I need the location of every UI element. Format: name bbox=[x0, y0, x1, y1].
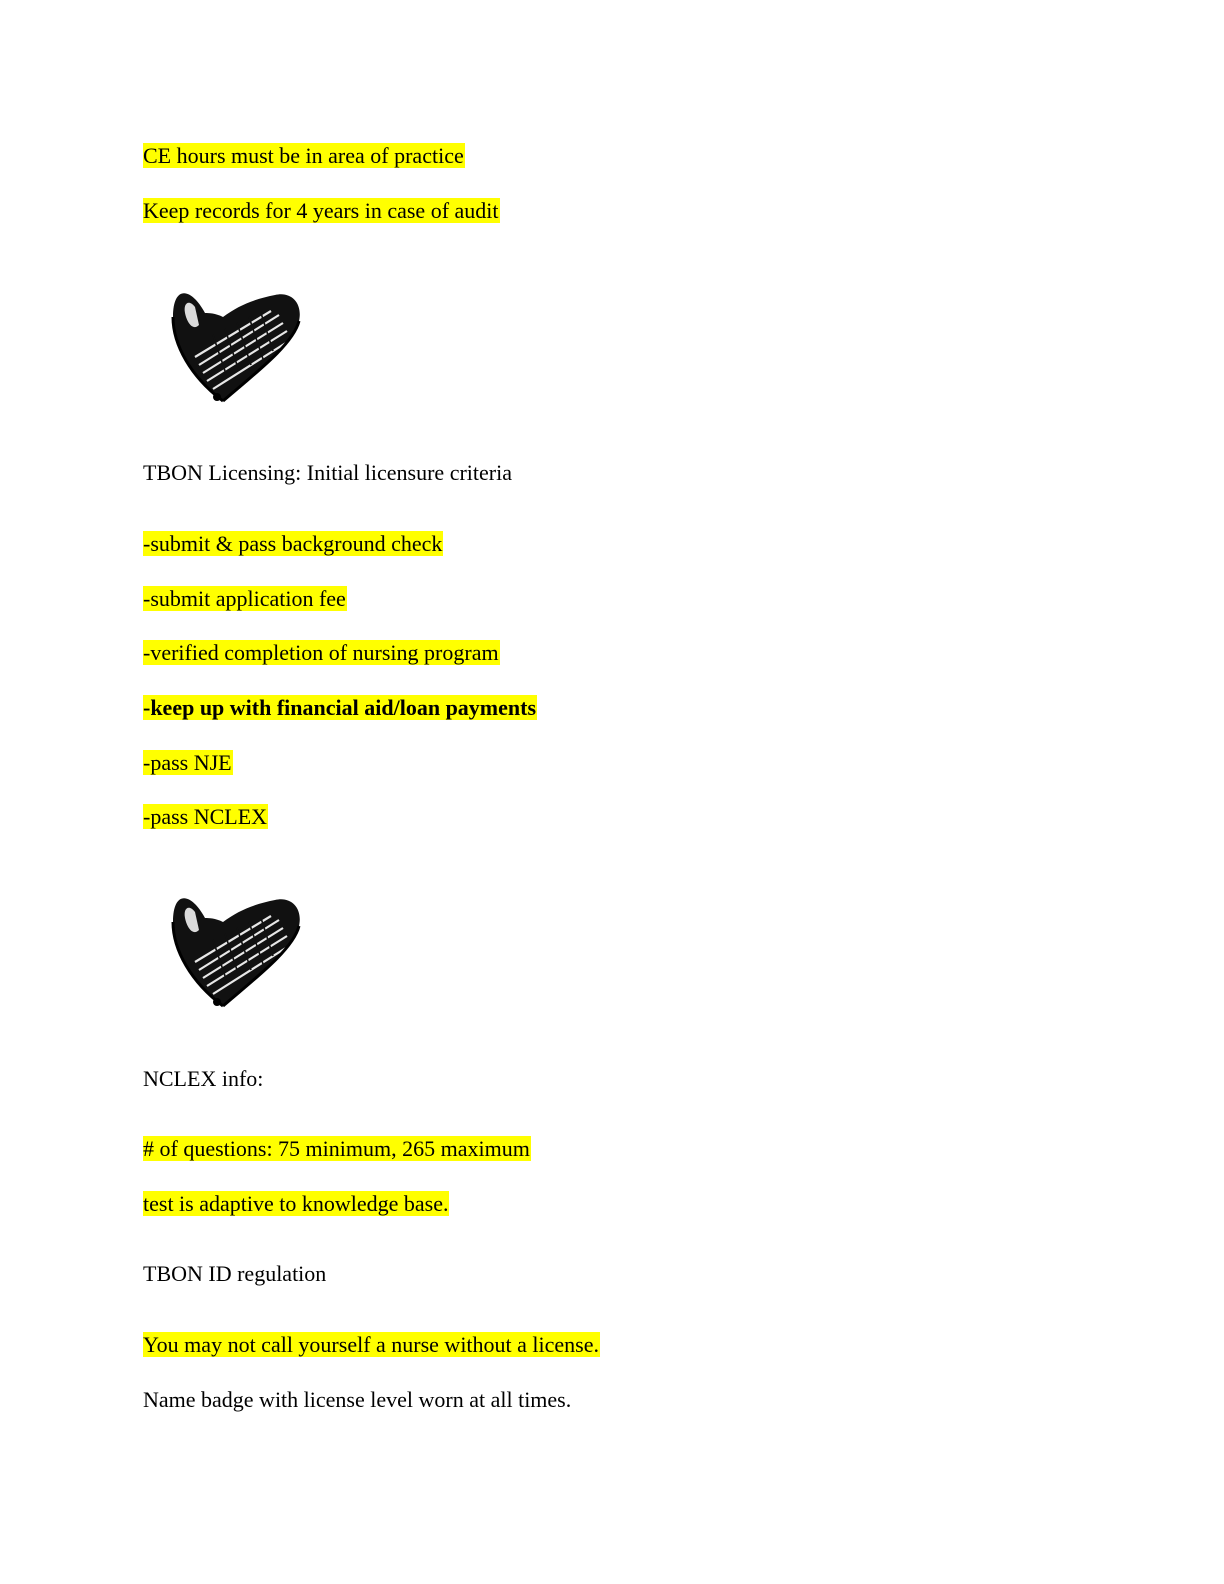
name-badge-text: Name badge with license level worn at all times. bbox=[143, 1387, 572, 1412]
nclex-heading-text: NCLEX info: bbox=[143, 1066, 264, 1091]
criteria-item bbox=[143, 530, 443, 558]
id-regulation-line bbox=[143, 1386, 571, 1414]
criteria-text: -pass NCLEX bbox=[143, 804, 268, 829]
id-regulation-heading-text: TBON ID regulation bbox=[143, 1261, 327, 1286]
heart-doodle-icon bbox=[143, 265, 323, 415]
nclex-line bbox=[143, 1190, 449, 1218]
ce-hours-text: CE hours must be in area of practice bbox=[143, 143, 464, 168]
criteria-item bbox=[143, 694, 537, 722]
criteria-text-bold: -keep up with financial aid/loan payments bbox=[143, 695, 537, 720]
id-regulation-line bbox=[143, 1331, 600, 1359]
licensing-heading-text: TBON Licensing: Initial licensure criteria bbox=[143, 460, 512, 485]
criteria-item bbox=[143, 585, 347, 613]
criteria-text: -pass NJE bbox=[143, 750, 232, 775]
nclex-questions-text: # of questions: 75 minimum, 265 maximum bbox=[143, 1136, 530, 1161]
criteria-text: -submit application fee bbox=[143, 586, 346, 611]
ce-line bbox=[143, 197, 500, 225]
criteria-item bbox=[143, 749, 233, 777]
ce-line bbox=[143, 142, 465, 170]
criteria-item bbox=[143, 803, 268, 831]
nurse-license-text: You may not call yourself a nurse without a license. bbox=[143, 1332, 600, 1357]
criteria-text: -verified completion of nursing program bbox=[143, 640, 499, 665]
criteria-item bbox=[143, 639, 500, 667]
nclex-heading bbox=[143, 1065, 263, 1093]
licensing-heading bbox=[143, 459, 512, 487]
criteria-text: -submit & pass background check bbox=[143, 531, 443, 556]
nclex-line bbox=[143, 1135, 531, 1163]
heart-doodle-icon bbox=[143, 870, 323, 1020]
nclex-adaptive-text: test is adaptive to knowledge base. bbox=[143, 1191, 449, 1216]
records-text: Keep records for 4 years in case of audit bbox=[143, 198, 499, 223]
id-regulation-heading bbox=[143, 1260, 326, 1288]
